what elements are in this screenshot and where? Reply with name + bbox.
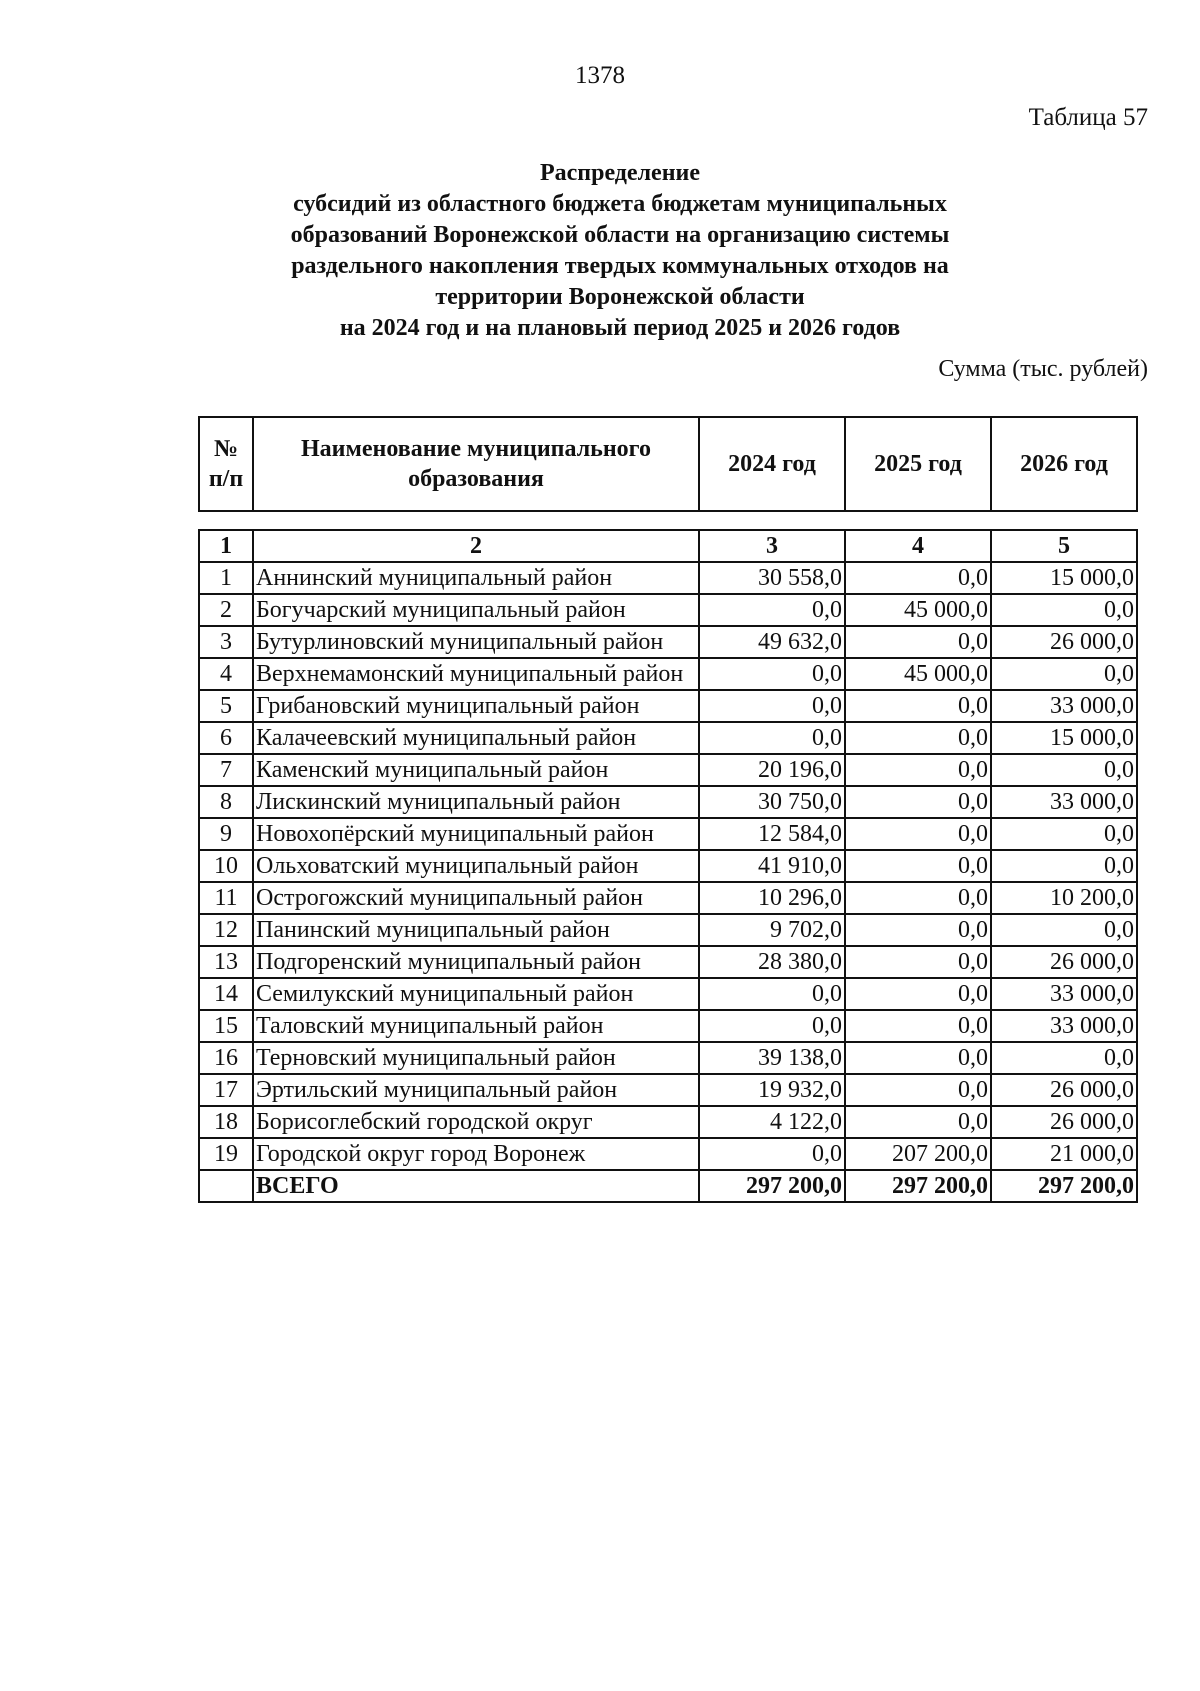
table-row [199, 946, 1137, 978]
municipality-name: Подгоренский муниципальный район [253, 946, 699, 978]
value-2025: 0,0 [845, 690, 991, 722]
row-number: 19 [199, 1138, 253, 1170]
table-row [199, 1138, 1137, 1170]
table-row [199, 626, 1137, 658]
table-row [199, 1074, 1137, 1106]
value-2026: 26 000,0 [991, 626, 1137, 658]
value-2025: 0,0 [845, 626, 991, 658]
value-2026: 33 000,0 [991, 1010, 1137, 1042]
municipality-name: Калачеевский муниципальный район [253, 722, 699, 754]
row-number: 6 [199, 722, 253, 754]
value-2024: 30 750,0 [699, 786, 845, 818]
value-2024: 0,0 [699, 1138, 845, 1170]
column-number: 1 [199, 530, 253, 562]
value-2024: 10 296,0 [699, 882, 845, 914]
table-row [199, 850, 1137, 882]
value-2025: 297 200,0 [845, 1170, 991, 1202]
table-row [199, 722, 1137, 754]
value-2025: 0,0 [845, 1042, 991, 1074]
municipality-name: Аннинский муниципальный район [253, 562, 699, 594]
municipality-name: Борисоглебский городской округ [253, 1106, 699, 1138]
value-2025: 45 000,0 [845, 594, 991, 626]
value-2025: 207 200,0 [845, 1138, 991, 1170]
municipality-name: Каменский муниципальный район [253, 754, 699, 786]
row-number: 12 [199, 914, 253, 946]
value-2026: 10 200,0 [991, 882, 1137, 914]
table-row [199, 786, 1137, 818]
municipality-name: Новохопёрский муниципальный район [253, 818, 699, 850]
value-2025: 45 000,0 [845, 658, 991, 690]
value-2024: 49 632,0 [699, 626, 845, 658]
value-2026: 33 000,0 [991, 690, 1137, 722]
value-2026: 15 000,0 [991, 722, 1137, 754]
value-2026: 0,0 [991, 658, 1137, 690]
value-2026: 0,0 [991, 914, 1137, 946]
municipality-name: Панинский муниципальный район [253, 914, 699, 946]
title-line: территории Воронежской области [435, 284, 805, 310]
table-header [198, 416, 1138, 512]
table-row [199, 1010, 1137, 1042]
title-line: раздельного накопления твердых коммунальных отходов на [291, 253, 949, 279]
value-2025: 0,0 [845, 562, 991, 594]
value-2024: 28 380,0 [699, 946, 845, 978]
title-line: Распределение [539, 160, 701, 186]
row-number: 11 [199, 882, 253, 914]
municipality-name: Таловский муниципальный район [253, 1010, 699, 1042]
page-number: 1378 [575, 62, 625, 89]
header-2025: 2025 год [845, 417, 991, 511]
row-number: 18 [199, 1106, 253, 1138]
row-number: 17 [199, 1074, 253, 1106]
column-number: 3 [699, 530, 845, 562]
municipality-name: Терновский муниципальный район [253, 1042, 699, 1074]
value-2024: 0,0 [699, 658, 845, 690]
distribution-table [198, 529, 1138, 1203]
row-number: 9 [199, 818, 253, 850]
header-num: № п/п [199, 417, 253, 511]
total-row [199, 1170, 1137, 1202]
municipality-name: Эртильский муниципальный район [253, 1074, 699, 1106]
document-title [200, 158, 1040, 344]
value-2026: 0,0 [991, 754, 1137, 786]
value-2024: 297 200,0 [699, 1170, 845, 1202]
value-2026: 33 000,0 [991, 978, 1137, 1010]
row-number: 2 [199, 594, 253, 626]
value-2025: 0,0 [845, 754, 991, 786]
row-number: 5 [199, 690, 253, 722]
value-2025: 0,0 [845, 818, 991, 850]
row-number: 7 [199, 754, 253, 786]
value-2024: 0,0 [699, 1010, 845, 1042]
municipality-name: Лискинский муниципальный район [253, 786, 699, 818]
table-row [199, 914, 1137, 946]
column-number: 2 [253, 530, 699, 562]
value-2026: 26 000,0 [991, 946, 1137, 978]
value-2025: 0,0 [845, 978, 991, 1010]
value-2024: 39 138,0 [699, 1042, 845, 1074]
value-2026: 15 000,0 [991, 562, 1137, 594]
table-row [199, 754, 1137, 786]
table-row [199, 818, 1137, 850]
row-number: 4 [199, 658, 253, 690]
value-2025: 0,0 [845, 1010, 991, 1042]
municipality-name: Богучарский муниципальный район [253, 594, 699, 626]
row-number: 3 [199, 626, 253, 658]
column-number: 4 [845, 530, 991, 562]
municipality-name: Семилукский муниципальный район [253, 978, 699, 1010]
units-label: Сумма (тыс. рублей) [938, 356, 1148, 382]
value-2026: 33 000,0 [991, 786, 1137, 818]
value-2024: 0,0 [699, 594, 845, 626]
municipality-name: ВСЕГО [253, 1170, 699, 1202]
value-2026: 297 200,0 [991, 1170, 1137, 1202]
value-2026: 21 000,0 [991, 1138, 1137, 1170]
table-row [199, 562, 1137, 594]
municipality-name: Бутурлиновский муниципальный район [253, 626, 699, 658]
table-row [199, 690, 1137, 722]
municipality-name: Городской округ город Воронеж [253, 1138, 699, 1170]
value-2025: 0,0 [845, 946, 991, 978]
table-label: Таблица 57 [1028, 104, 1148, 131]
column-number: 5 [991, 530, 1137, 562]
municipality-name: Острогожский муниципальный район [253, 882, 699, 914]
value-2025: 0,0 [845, 882, 991, 914]
title-line: на 2024 год и на плановый период 2025 и 2026 годов [339, 315, 901, 341]
value-2024: 20 196,0 [699, 754, 845, 786]
title-line: субсидий из областного бюджета бюджетам муниципальных [293, 191, 947, 217]
table-row [199, 1042, 1137, 1074]
row-number: 1 [199, 562, 253, 594]
column-numbers-row [199, 530, 1137, 562]
municipality-name: Грибановский муниципальный район [253, 690, 699, 722]
value-2025: 0,0 [845, 850, 991, 882]
value-2024: 4 122,0 [699, 1106, 845, 1138]
value-2024: 0,0 [699, 978, 845, 1010]
municipality-name: Верхнемамонский муниципальный район [253, 658, 699, 690]
table-row [199, 594, 1137, 626]
title-line: образований Воронежской области на организацию системы [290, 222, 950, 248]
value-2024: 0,0 [699, 690, 845, 722]
row-number: 13 [199, 946, 253, 978]
header-2024: 2024 год [699, 417, 845, 511]
value-2025: 0,0 [845, 1106, 991, 1138]
value-2026: 0,0 [991, 594, 1137, 626]
row-number: 10 [199, 850, 253, 882]
value-2024: 9 702,0 [699, 914, 845, 946]
value-2024: 12 584,0 [699, 818, 845, 850]
row-number [199, 1170, 253, 1202]
row-number: 15 [199, 1010, 253, 1042]
row-number: 16 [199, 1042, 253, 1074]
value-2025: 0,0 [845, 1074, 991, 1106]
value-2024: 30 558,0 [699, 562, 845, 594]
municipality-name: Ольховатский муниципальный район [253, 850, 699, 882]
table-row [199, 882, 1137, 914]
value-2026: 0,0 [991, 818, 1137, 850]
value-2026: 0,0 [991, 850, 1137, 882]
value-2024: 19 932,0 [699, 1074, 845, 1106]
header-2026: 2026 год [991, 417, 1137, 511]
header-name: Наименование муниципального образования [253, 417, 699, 511]
value-2025: 0,0 [845, 722, 991, 754]
table-row [199, 978, 1137, 1010]
value-2024: 0,0 [699, 722, 845, 754]
value-2025: 0,0 [845, 786, 991, 818]
table-row [199, 1106, 1137, 1138]
value-2026: 26 000,0 [991, 1074, 1137, 1106]
value-2026: 0,0 [991, 1042, 1137, 1074]
row-number: 8 [199, 786, 253, 818]
value-2024: 41 910,0 [699, 850, 845, 882]
row-number: 14 [199, 978, 253, 1010]
table-row [199, 658, 1137, 690]
value-2026: 26 000,0 [991, 1106, 1137, 1138]
value-2025: 0,0 [845, 914, 991, 946]
